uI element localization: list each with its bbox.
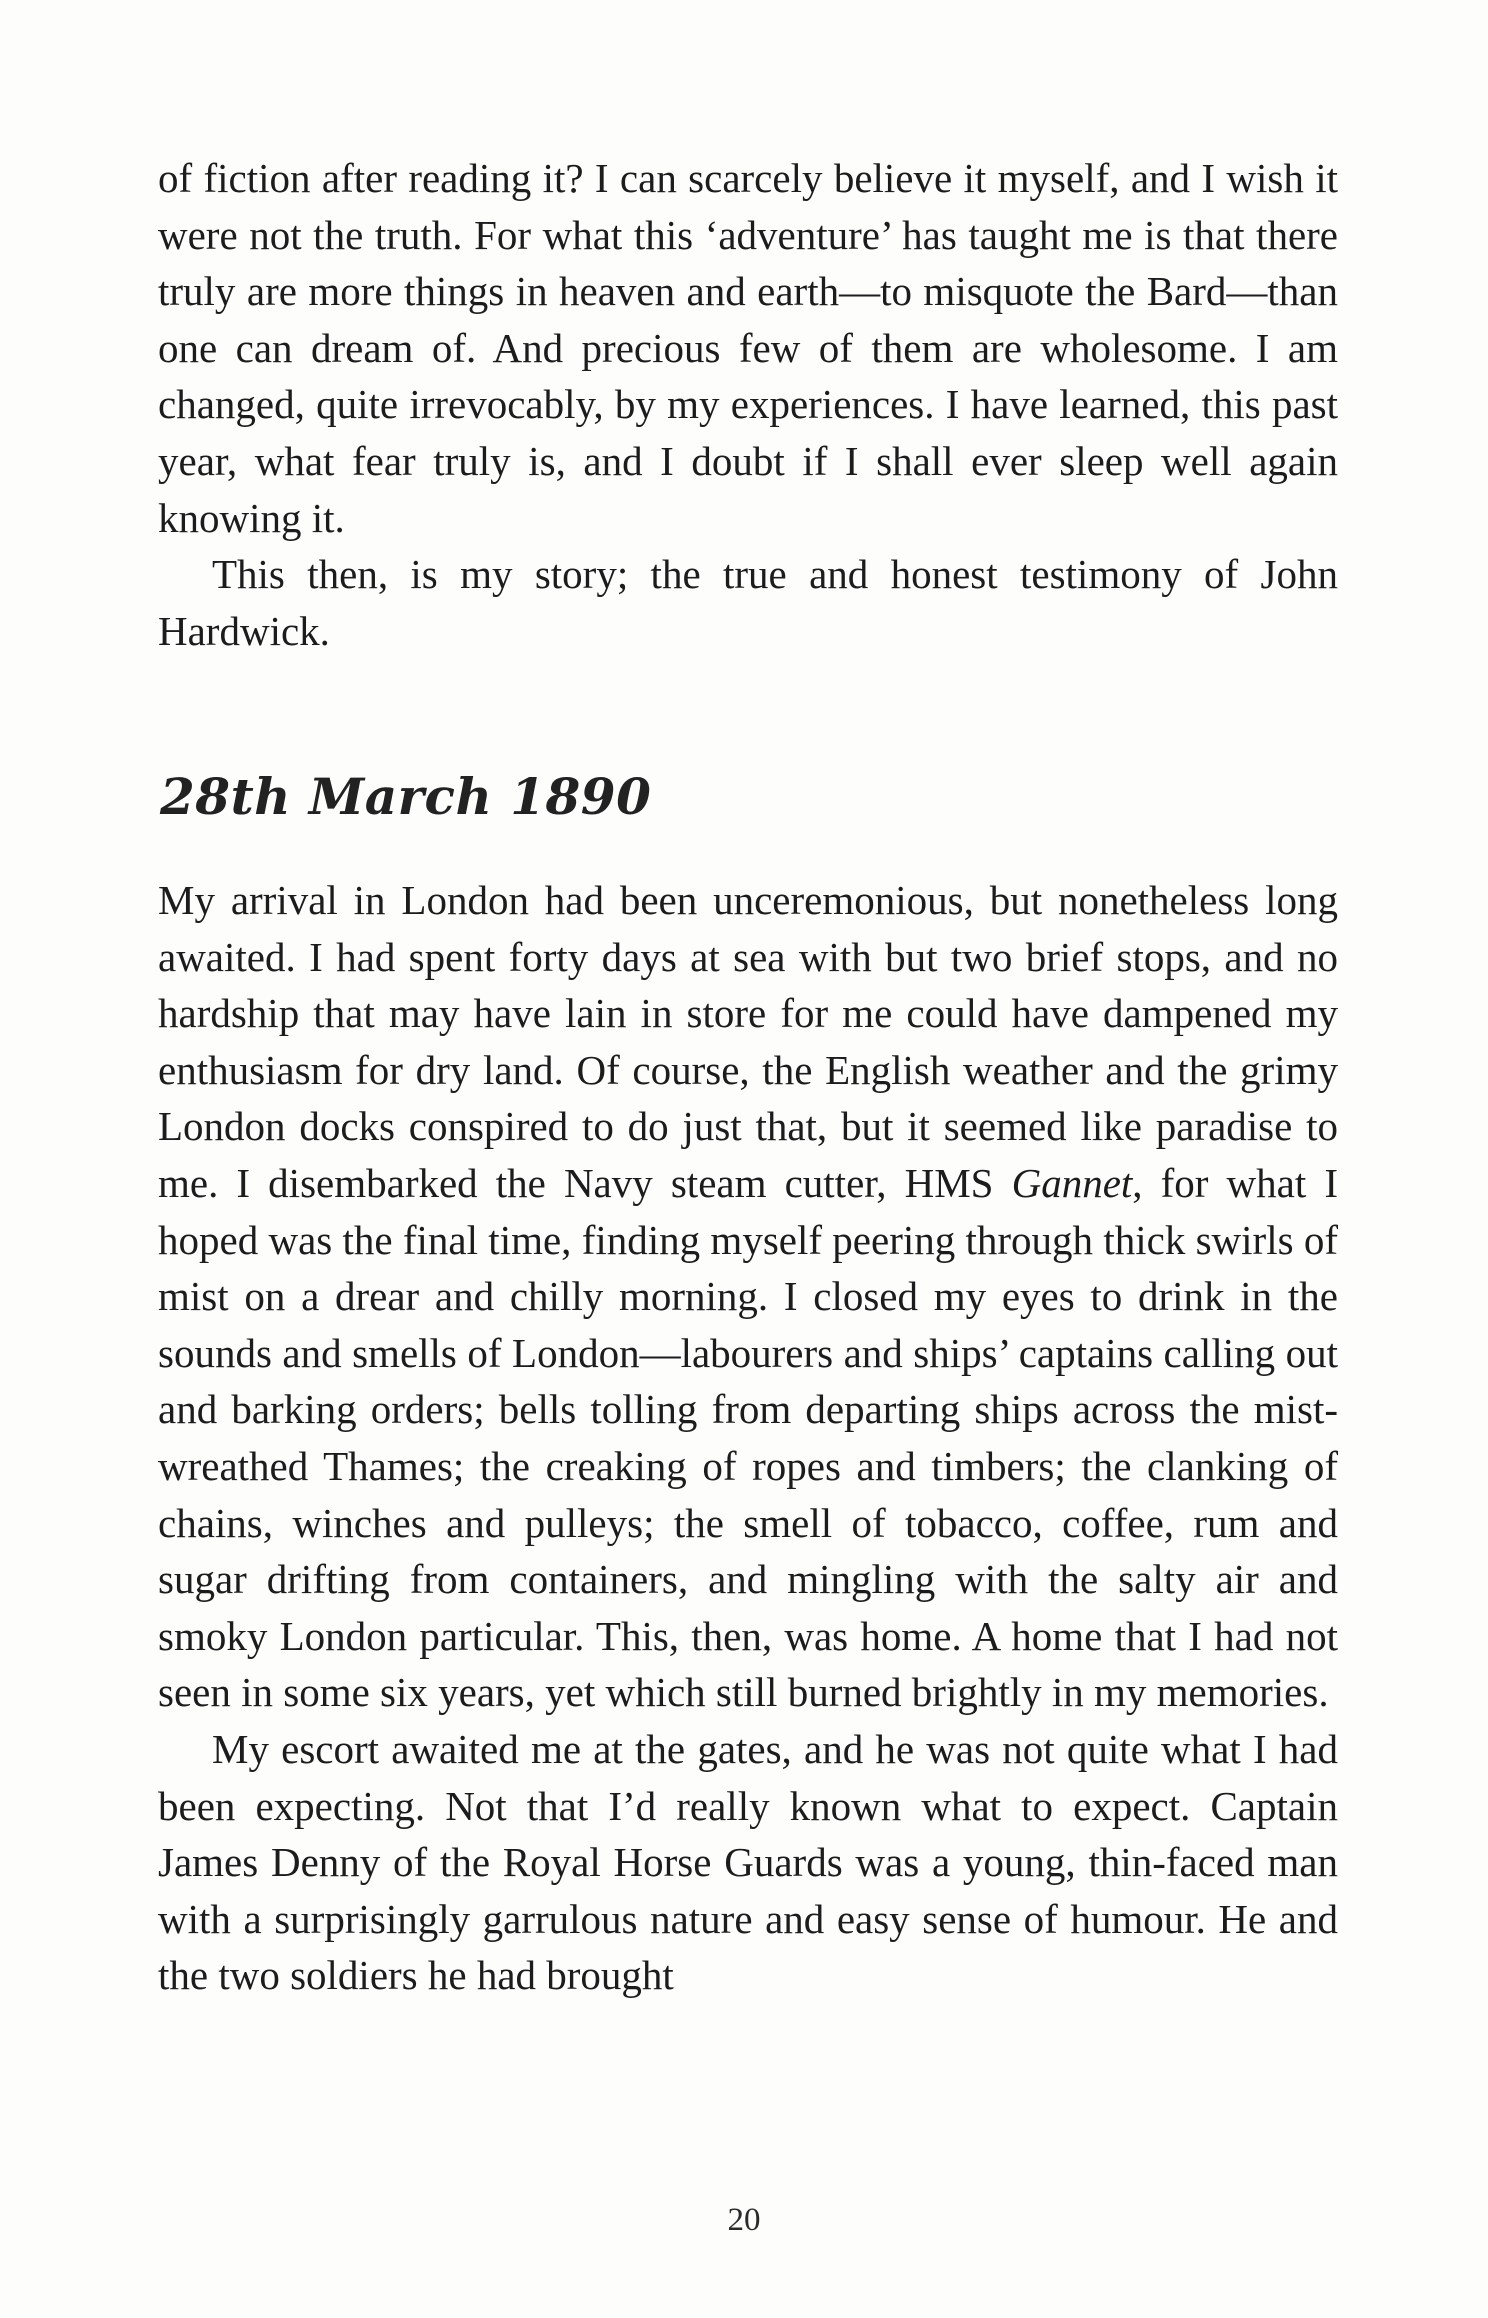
intro-paragraph-2: This then, is my story; the true and honest testimony of John Hardwick. [158, 551, 1338, 654]
entry-paragraph-1-end: , for what I hoped was the final time, finding myself peering through thick swirls of mist on a drear and chilly morning. I closed my eyes to drink in the sounds and smells of London—labourers and ships’ captains calling out and barking orders; bells tolling from departing ships across the mist-wreathed Thames; the creaking of ropes and timbers; the clanking of chains, winches and pulleys; the smell of tobacco, coffee, rum and sugar drifting from containers, and mingling with the salty air and smoky London particular. This, then, was home. A home that I had not seen in some six years, yet which still burned brightly in my memories. [158, 1159, 1338, 1716]
intro-paragraph-1: of fiction after reading it? I can scarcely believe it myself, and I wish it were not the truth. For what this ‘adventure’ has taught me is that there truly are more things in heaven and earth—to misquote the Bard—than one can dream of. And precious few of them are wholesome. I am changed, quite irrevocably, by my experiences. I have learned, this past year, what fear truly is, and I doubt if I shall ever sleep well again knowing it. [158, 155, 1338, 541]
entry-paragraph-1 [158, 872, 1338, 1721]
page-number: 20 [727, 2202, 761, 2238]
entry-paragraph-1-start: My arrival in London had been unceremonious, but nonetheless long awaited. I had spent forty days at sea with but two brief stops, and no hardship that may have lain in store for me could have dampened my enthusiasm for dry land. Of course, the English weather and the grimy London docks conspired to do just that, but it seemed like paradise to me. I disembarked the Navy steam cutter, HMS [158, 877, 1338, 1206]
ship-name: Gannet [1011, 1159, 1133, 1206]
entry-paragraph-2: My escort awaited me at the gates, and he was not quite what I had been expecting. Not that I’d really known what to expect. Captain James Denny of the Royal Horse Guards was a young, thin-faced man with a surprisingly garrulous nature and easy sense of humour. He and the two soldiers he had brought [158, 1725, 1338, 1999]
diary-entry-heading: 28th March 1890 [160, 767, 652, 826]
intro-text [158, 150, 1338, 659]
diary-entry-text [158, 872, 1338, 2004]
